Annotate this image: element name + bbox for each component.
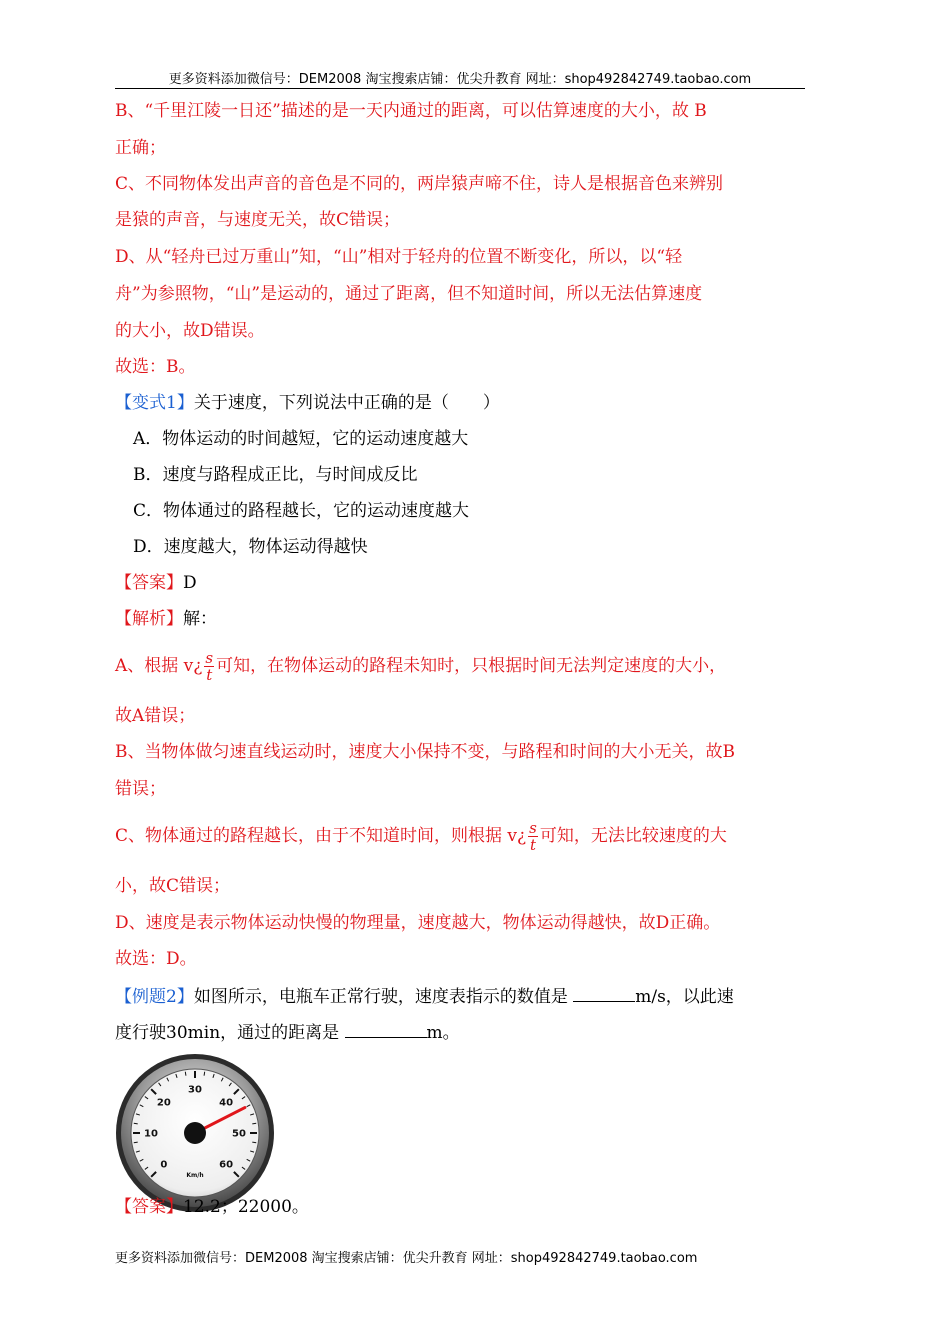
gauge-tick — [204, 1072, 205, 1076]
answer-tag: 【答案】 — [115, 1197, 183, 1217]
prev-option-c-line2: 是猿的声音，与速度无关，故C错误； — [115, 210, 401, 230]
prev-option-d-line3: 的大小，故D错误。 — [115, 321, 265, 341]
answer-blank-speed — [573, 985, 635, 1002]
fraction-s-over-t: $\frac{s}{t}$ — [205, 649, 214, 684]
gauge-unit-label: Km/h — [186, 1172, 204, 1179]
variant1-option-a: A．物体运动的时间越短，它的运动速度越大 — [133, 429, 469, 449]
fraction-s-over-t: $\frac{s}{t}$ — [529, 819, 537, 854]
prev-option-b-line2: 正确； — [115, 138, 166, 158]
variant1-analysis-b-line2: 错误； — [115, 779, 166, 799]
answer-blank-distance — [345, 1021, 427, 1038]
page-footer: 更多资料添加微信号：DEM2008 淘宝搜索店铺：优尖升教育 网址：shop492842749.taobao.com — [115, 1251, 698, 1266]
example2-question-line1: 【例题2】如图所示，电瓶车正常行驶，速度表指示的数值是 m/s，以此速 — [115, 987, 734, 1007]
variant1-option-d: D．速度越大，物体运动得越快 — [133, 537, 368, 557]
prev-option-d-line1: D、从“轻舟已过万重山”知，“山”相对于轻舟的位置不断变化，所以，以“轻 — [115, 247, 683, 267]
gauge-tick — [252, 1123, 256, 1124]
gauge-tick — [134, 1142, 138, 1143]
example2-tag: 【例题2】 — [115, 987, 194, 1007]
gauge-tick-label: 30 — [188, 1084, 202, 1096]
variant1-choice: 故选：D。 — [115, 949, 197, 969]
prev-option-b-line1: B、“千里江陵一日还”描述的是一天内通过的距离，可以估算速度的大小，故 B — [115, 101, 707, 121]
example2-question-line2: 度行驶30min，通过的距离是 m。 — [115, 1023, 460, 1043]
prev-option-c-line1: C、不同物体发出声音的音色是不同的，两岸猿声啼不住，诗人是根据音色来辨别 — [115, 174, 724, 194]
gauge-tick — [134, 1123, 138, 1124]
prev-choice: 故选：B。 — [115, 357, 196, 377]
variant1-analysis: 【解析】解： — [115, 609, 217, 629]
variant1-analysis-a-line2: 故A错误； — [115, 706, 196, 726]
variant1-analysis-c-line2: 小，故C错误； — [115, 876, 231, 896]
gauge-tick-label: 10 — [144, 1128, 158, 1140]
header-divider — [115, 88, 805, 89]
variant1-question: 【变式1】关于速度，下列说法中正确的是（ ） — [115, 393, 500, 413]
gauge-tick-label: 50 — [232, 1128, 246, 1140]
page-header: 更多资料添加微信号：DEM2008 淘宝搜索店铺：优尖升教育 网址：shop492842749.taobao.com — [168, 72, 752, 87]
variant1-tag: 【变式1】 — [115, 393, 194, 413]
gauge-tick — [252, 1142, 256, 1143]
speedometer-gauge — [115, 1053, 275, 1213]
gauge-tick-label: 40 — [219, 1097, 234, 1109]
answer-tag: 【答案】 — [115, 573, 183, 593]
gauge-tick-label: 20 — [156, 1097, 171, 1109]
prev-option-d-line2: 舟”为参照物，“山”是运动的，通过了距离，但不知道时间，所以无法估算速度 — [115, 284, 703, 304]
variant1-analysis-c: C、物体通过的路程越长，由于不知道时间，则根据 v¿ $\frac{s}{t}$ 可知，无法比较速度的大 — [115, 819, 727, 854]
gauge-tick — [185, 1072, 186, 1076]
variant1-analysis-b-line1: B、当物体做匀速直线运动时，速度大小保持不变，与路程和时间的大小无关，故B — [115, 742, 735, 762]
example2-answer: 【答案】12.2；22000。 — [115, 1197, 309, 1217]
variant1-analysis-a: A、根据 v¿ $\frac{s}{t}$ 可知，在物体运动的路程未知时，只根据时间无法判定速度的大小， — [115, 649, 727, 684]
variant1-answer: 【答案】D — [115, 573, 197, 593]
variant1-analysis-d: D、速度是表示物体运动快慢的物理量，速度越大，物体运动得越快，故D正确。 — [115, 913, 721, 933]
gauge-tick-label: 60 — [219, 1159, 234, 1171]
variant1-option-c: C．物体通过的路程越长，它的运动速度越大 — [133, 501, 470, 521]
gauge-hub — [184, 1122, 206, 1144]
variant1-option-b: B．速度与路程成正比，与时间成反比 — [133, 465, 418, 485]
gauge-tick-label: 0 — [160, 1159, 168, 1171]
analysis-tag: 【解析】 — [115, 609, 183, 629]
